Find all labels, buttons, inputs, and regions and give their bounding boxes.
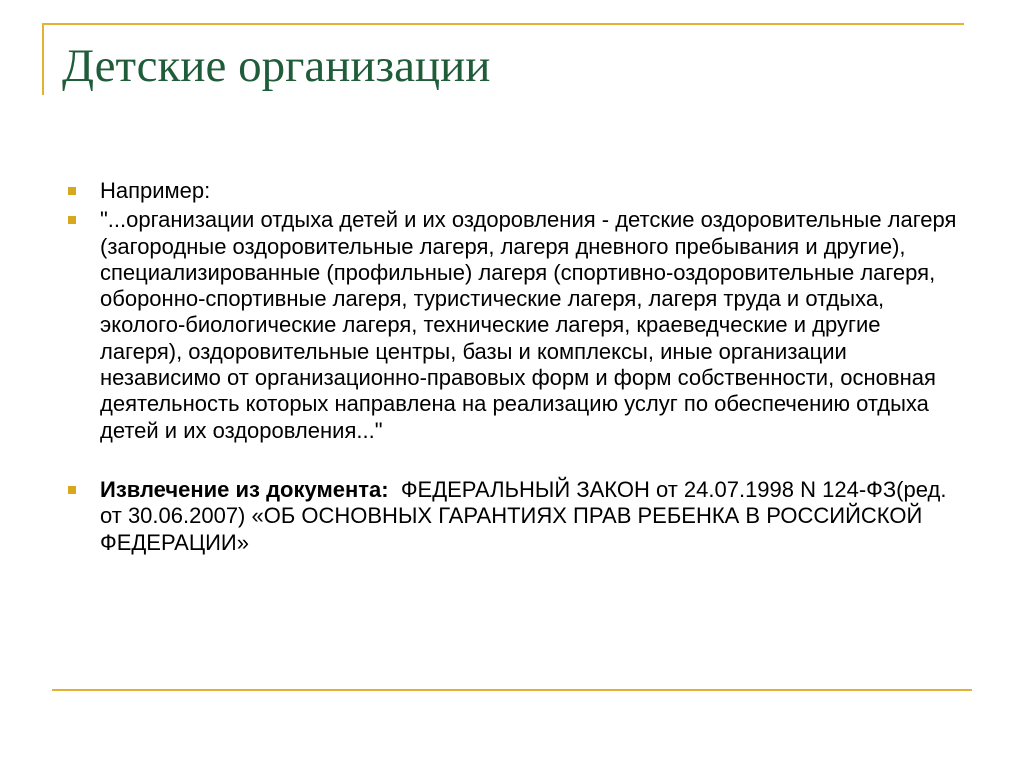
bullet-item-quote: [68, 207, 968, 444]
frame-top-line: [42, 23, 964, 25]
square-bullet-icon: [68, 216, 76, 224]
bullet-text: Например:: [100, 178, 211, 203]
bullet-text: "...организации отдыха детей и их оздоровления - детские оздоровительные лагеря (загородные оздоровительные лагеря, лагеря дневного пребывания и другие), специализированные (профильные) лагеря (спортивно-оздоровительные лагеря, оборонно-спортивные лагеря, туристические лагеря, лагеря труда и отдыха, эколого-биологические лагеря, технические лагеря, краеведческие и другие лагеря), оздоровительные центры, базы и комплексы, иные организации независимо от организационно-правовых форм и форм собственности, основная деятельность которых направлена на реализацию услуг по обеспечению отдыха детей и их оздоровления...": [100, 207, 957, 443]
square-bullet-icon: [68, 187, 76, 195]
frame-bottom-line: [52, 689, 972, 691]
square-bullet-icon: [68, 486, 76, 494]
bullet-item-example: [68, 178, 968, 204]
frame-left-line: [42, 23, 44, 95]
source-text: ФЕДЕРАЛЬНЫЙ ЗАКОН от 24.07.1998 N 124-ФЗ(ред. от 30.06.2007) «ОБ ОСНОВНЫХ ГАРАНТИЯХ ПРАВ РЕБЕНКА В РОССИЙСКОЙ ФЕДЕРАЦИИ»: [100, 476, 947, 555]
source-label: Извлечение из документа:: [100, 476, 389, 502]
slide-body: [68, 178, 968, 556]
slide-title: Детские организации: [62, 40, 491, 92]
bullet-item-source: [68, 477, 968, 556]
